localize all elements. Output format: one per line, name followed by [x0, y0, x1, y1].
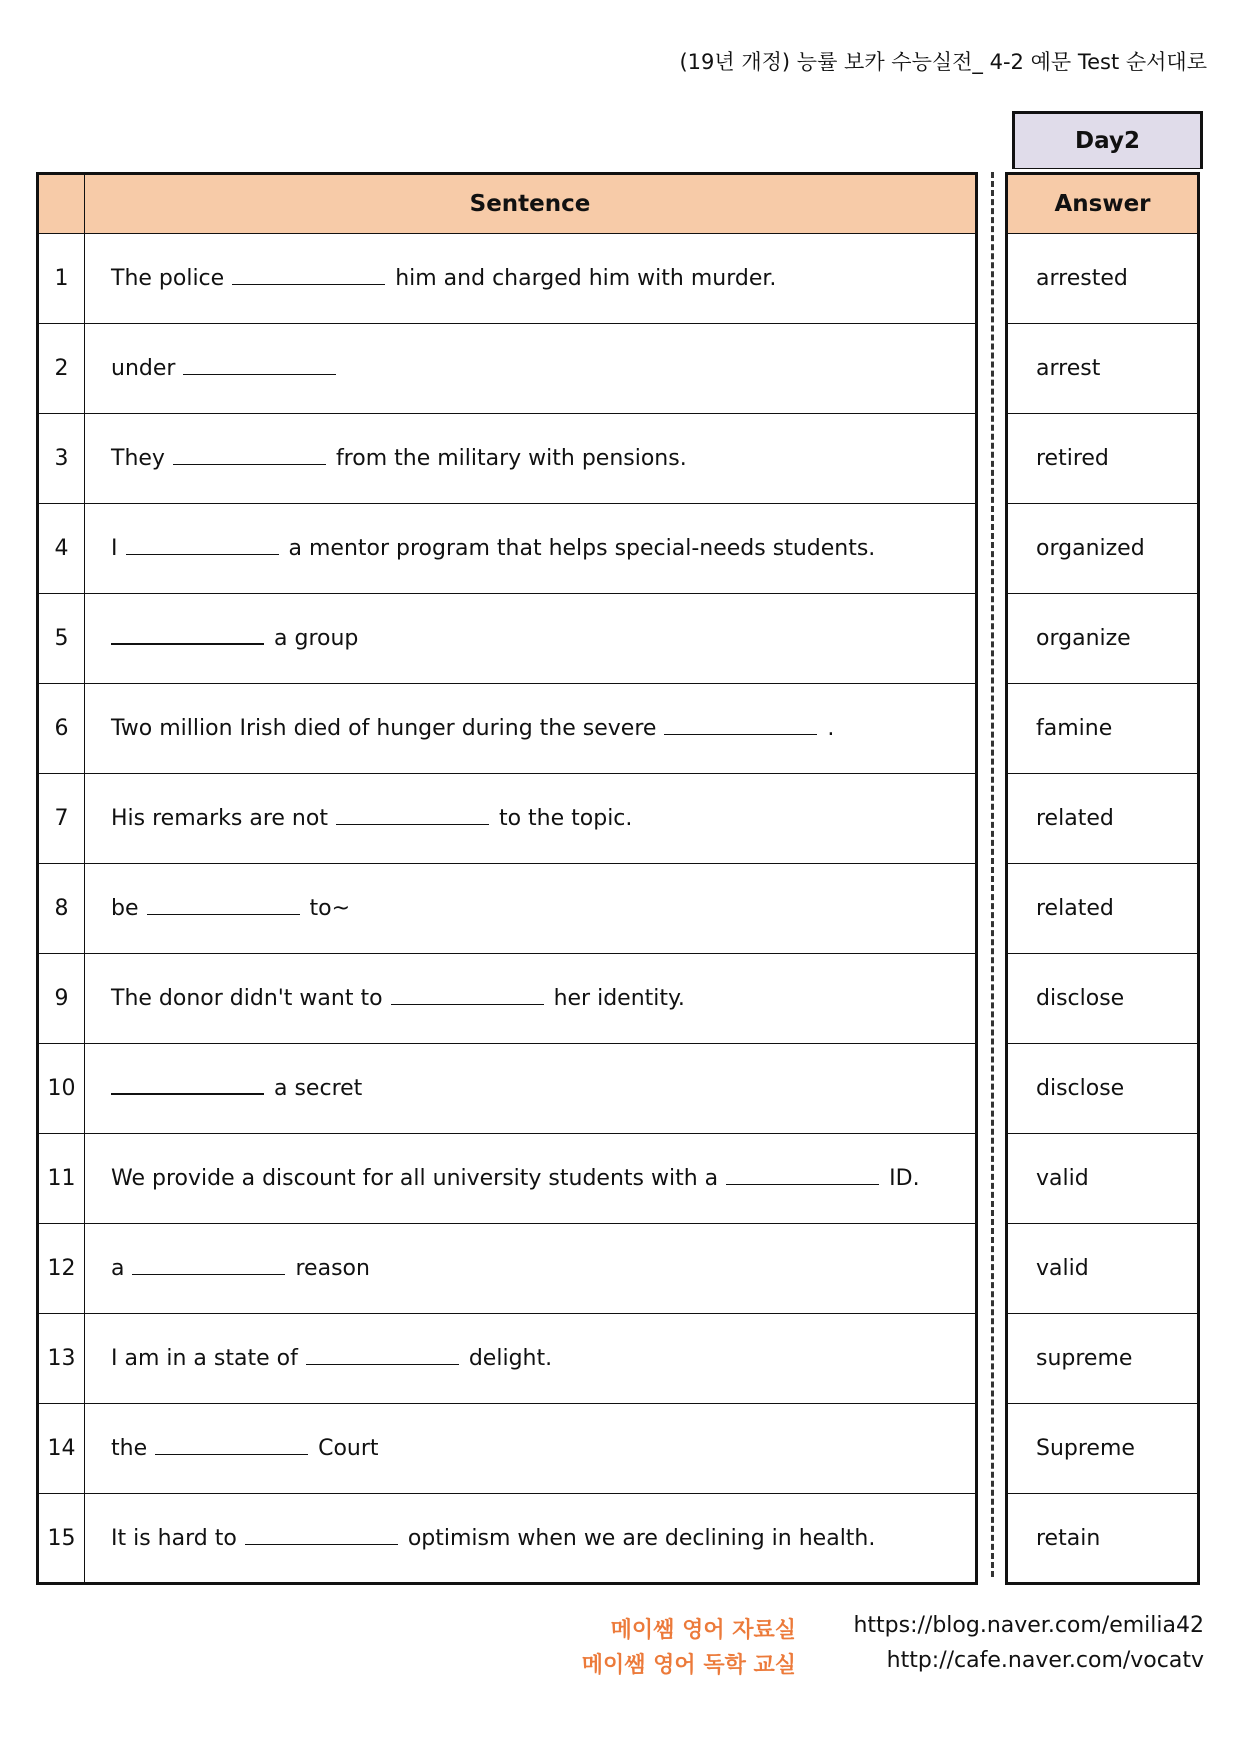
footer-cafe-title: 메이쌤 영어 독학 교실: [581, 1653, 796, 1678]
sentence-row: [38, 324, 977, 414]
answer-cell: valid: [1007, 1224, 1199, 1314]
footer-blog-title: 메이쌤 영어 자료실: [610, 1618, 796, 1643]
row-number: 12: [38, 1224, 85, 1314]
answer-cell: disclose: [1007, 1044, 1199, 1134]
day-label: Day2: [1012, 111, 1203, 169]
sentence-text-after: delight.: [468, 1346, 553, 1371]
sentence-text-before: a: [111, 1256, 125, 1281]
answer-row: [1007, 1134, 1199, 1224]
answer-cell: Supreme: [1007, 1404, 1199, 1494]
sentence-row: [38, 954, 977, 1044]
sentence-text-after: him and charged him with murder.: [395, 266, 777, 291]
sentence-cell: [85, 234, 977, 324]
sentence-cell: [85, 864, 977, 954]
sentence-text-before: I am in a state of: [111, 1346, 298, 1371]
sentence-text-after: her identity.: [553, 986, 685, 1011]
row-number: 8: [38, 864, 85, 954]
sentence-text-before: His remarks are not: [111, 806, 328, 831]
sentence-text-before: the: [111, 1436, 148, 1461]
answer-row: [1007, 1224, 1199, 1314]
sentence-row: [38, 684, 977, 774]
row-number: 13: [38, 1314, 85, 1404]
answer-header: Answer: [1007, 174, 1199, 234]
sentence-row: [38, 414, 977, 504]
answer-blank: [183, 373, 336, 375]
answer-row: [1007, 1044, 1199, 1134]
answer-row: [1007, 864, 1199, 954]
answer-row: [1007, 504, 1199, 594]
answer-blank: [147, 913, 300, 915]
sentence-text-after: a group: [274, 626, 359, 651]
row-number: 14: [38, 1404, 85, 1494]
sentence-row: [38, 594, 977, 684]
sentence-text-after: .: [827, 716, 835, 741]
sentence-cell: [85, 504, 977, 594]
sentence-text-after: optimism when we are declining in health.: [407, 1525, 876, 1551]
row-number: 2: [38, 324, 85, 414]
sentence-text-after: a secret: [274, 1076, 363, 1101]
sentence-text-after: reason: [295, 1256, 370, 1281]
sentence-header: Sentence: [85, 174, 977, 234]
row-number: 15: [38, 1494, 85, 1584]
sentence-cell: [85, 1494, 977, 1584]
cut-line-divider: [991, 172, 994, 1577]
sentence-cell: [85, 1134, 977, 1224]
answer-row: [1007, 414, 1199, 504]
row-number: 7: [38, 774, 85, 864]
sentence-text-before: It is hard to: [111, 1525, 237, 1551]
answer-cell: organize: [1007, 594, 1199, 684]
sentence-text-before: The donor didn't want to: [111, 986, 383, 1011]
sentence-row: [38, 1134, 977, 1224]
sentence-cell: [85, 324, 977, 414]
answer-blank: [391, 1003, 544, 1005]
answer-cell: supreme: [1007, 1314, 1199, 1404]
answer-row: [1007, 324, 1199, 414]
answer-blank: [232, 283, 385, 285]
sentence-cell: [85, 774, 977, 864]
answer-blank: [173, 463, 326, 465]
row-number: 11: [38, 1134, 85, 1224]
number-header: [38, 174, 85, 234]
answer-blank: [664, 733, 817, 735]
sentence-text-before: We provide a discount for all university students with a: [111, 1166, 719, 1191]
answer-row: [1007, 1494, 1199, 1584]
sentence-cell: [85, 1224, 977, 1314]
answer-row: [1007, 234, 1199, 324]
answer-cell: related: [1007, 774, 1199, 864]
answer-row: [1007, 594, 1199, 684]
answer-row: [1007, 684, 1199, 774]
sentence-text-after: to~: [309, 896, 351, 921]
sentence-cell: [85, 684, 977, 774]
sentence-row: [38, 1404, 977, 1494]
sentence-text-before: The police: [111, 266, 225, 291]
answer-cell: retired: [1007, 414, 1199, 504]
sentence-row: [38, 1044, 977, 1134]
answer-blank: [132, 1273, 285, 1275]
answer-cell: retain: [1007, 1494, 1199, 1584]
sentence-row: [38, 774, 977, 864]
answer-cell: disclose: [1007, 954, 1199, 1044]
answer-cell: famine: [1007, 684, 1199, 774]
sentence-row: [38, 234, 977, 324]
sentence-row: [38, 1224, 977, 1314]
answer-blank: [111, 1092, 264, 1095]
answer-row: [1007, 1404, 1199, 1494]
sentence-row: [38, 504, 977, 594]
sentence-text-after: Court: [318, 1436, 379, 1461]
row-number: 4: [38, 504, 85, 594]
sentence-text-before: They: [111, 446, 165, 471]
answer-cell: organized: [1007, 504, 1199, 594]
row-number: 3: [38, 414, 85, 504]
sentence-cell: [85, 1314, 977, 1404]
answer-cell: arrested: [1007, 234, 1199, 324]
sentence-table: [36, 172, 978, 1585]
sentence-cell: [85, 1044, 977, 1134]
answer-row: [1007, 1314, 1199, 1404]
sentence-text-before: Two million Irish died of hunger during the severe: [111, 716, 657, 741]
row-number: 5: [38, 594, 85, 684]
sentence-row: [38, 1314, 977, 1404]
sentence-cell: [85, 594, 977, 684]
answer-blank: [306, 1363, 459, 1365]
answer-table: [1005, 172, 1200, 1585]
sentence-header-row: [38, 174, 977, 234]
answer-blank: [726, 1183, 879, 1185]
document-title: (19년 개정) 능률 보카 수능실전_ 4-2 예문 Test 순서대로: [679, 50, 1207, 74]
row-number: 1: [38, 234, 85, 324]
sentence-row: [38, 864, 977, 954]
sentence-row: [38, 1494, 977, 1584]
answer-blank: [155, 1453, 308, 1455]
row-number: 10: [38, 1044, 85, 1134]
answer-row: [1007, 774, 1199, 864]
answer-blank: [111, 642, 264, 645]
sentence-text-after: to the topic.: [498, 806, 633, 831]
answer-cell: related: [1007, 864, 1199, 954]
footer-cafe-url[interactable]: http://cafe.naver.com/vocatv: [886, 1648, 1204, 1673]
sentence-text-before: I: [111, 536, 118, 561]
sentence-text-after: ID.: [889, 1166, 920, 1191]
sentence-cell: [85, 954, 977, 1044]
answer-cell: arrest: [1007, 324, 1199, 414]
sentence-text-before: be: [111, 896, 139, 921]
answer-blank: [336, 823, 489, 825]
answer-blank: [126, 553, 279, 555]
answer-cell: valid: [1007, 1134, 1199, 1224]
answer-header-row: [1007, 174, 1199, 234]
row-number: 6: [38, 684, 85, 774]
sentence-text-before: under: [111, 356, 176, 381]
answer-blank: [245, 1543, 398, 1545]
sentence-text-after: a mentor program that helps special-needs students.: [288, 536, 876, 561]
sentence-text-after: from the military with pensions.: [335, 446, 687, 471]
row-number: 9: [38, 954, 85, 1044]
sentence-cell: [85, 1404, 977, 1494]
footer-blog-url[interactable]: https://blog.naver.com/emilia42: [853, 1613, 1204, 1638]
answer-row: [1007, 954, 1199, 1044]
sentence-cell: [85, 414, 977, 504]
